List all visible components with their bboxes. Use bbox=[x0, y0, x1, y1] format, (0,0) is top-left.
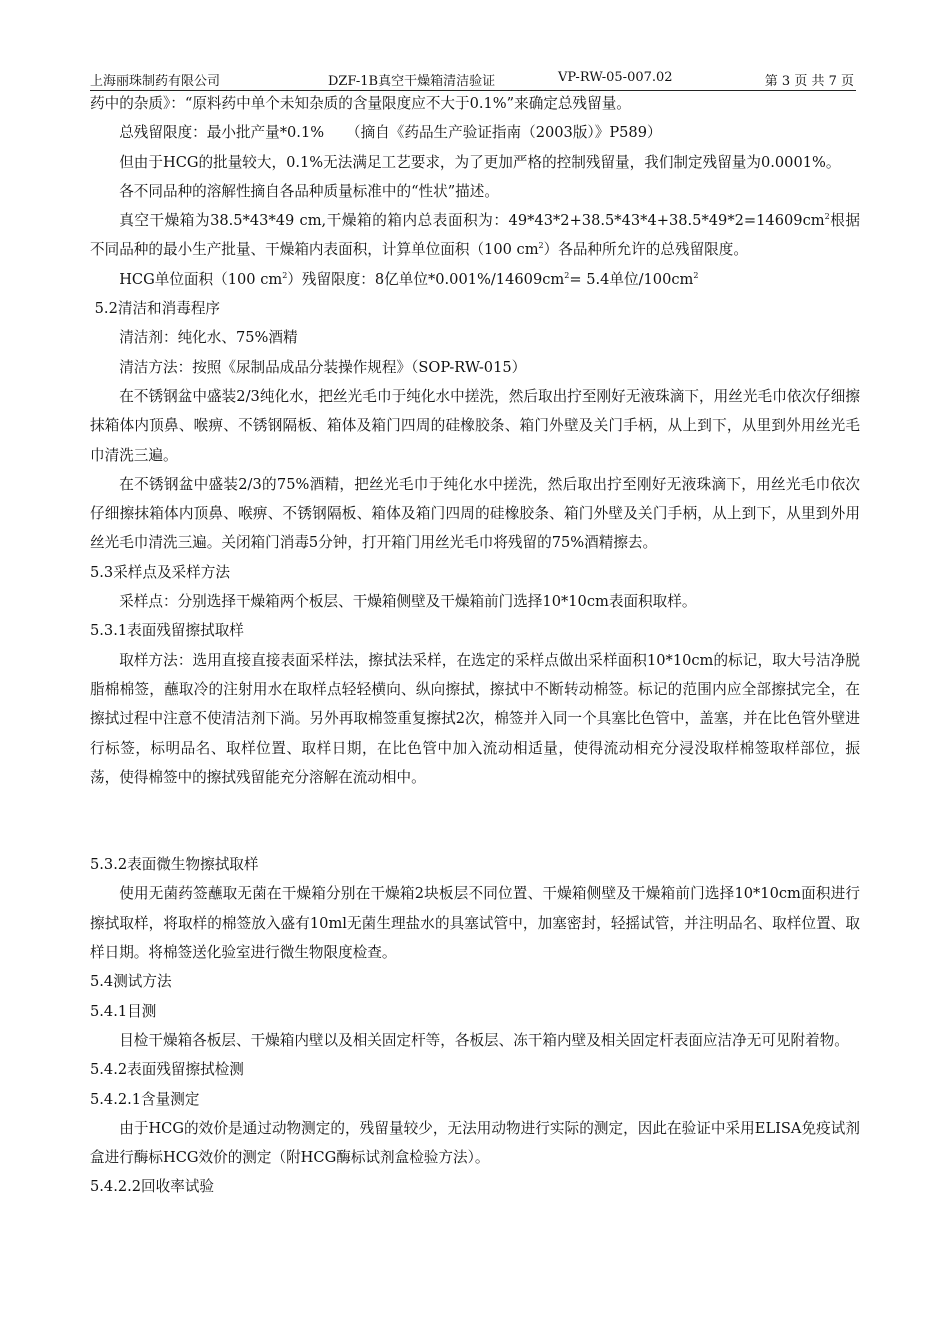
page-header bbox=[90, 68, 856, 91]
section-heading: 5.3.2表面微生物擦拭取样 bbox=[90, 856, 259, 874]
paragraph: 使用无菌药签蘸取无菌在干燥箱分别在干燥箱2块板层不同位置、干燥箱侧壁及干燥箱前门选择10*10cm面积进行擦拭取样，将取样的棉签放入盛有10ml无菌生理盐水的具塞试管中，加塞密封，轻摇试管，并注明品名、取样位置、取样日期。将棉签送化验室进行微生物限度检查。 bbox=[90, 885, 860, 962]
header-company: 上海丽珠制药有限公司 bbox=[90, 74, 221, 89]
text-run: ）残留限度：8亿单位*0.001%/14609cm bbox=[287, 270, 565, 288]
header-document-code: VP-RW-05-007.02 bbox=[558, 70, 673, 85]
superscript: 2 bbox=[538, 241, 544, 251]
text-run: 真空干燥箱为38.5*43*49 cm,干燥箱的箱内总表面积为：49*43*2+38.5*43*4+38.5*49*2=14609cm bbox=[119, 212, 825, 230]
section-heading: 5.3.1表面残留擦拭取样 bbox=[90, 622, 244, 640]
paragraph: 由于HCG的效价是通过动物测定的，残留量较少，无法用动物进行实际的测定，因此在验证中采用ELISA免疫试剂盒进行酶标HCG效价的测定（附HCG酶标试剂盒检验方法）。 bbox=[90, 1119, 860, 1167]
paragraph: 清洁方法：按照《尿制品成品分装操作规程》（SOP-RW-015） bbox=[119, 358, 527, 376]
paragraph: 但由于HCG的批量较大，0.1%无法满足工艺要求，为了更加严格的控制残留量，我们制定残留量为0.0001%。 bbox=[119, 153, 841, 171]
text-run: = 5.4单位/100cm bbox=[569, 270, 694, 288]
section-heading: 5.4.2.1含量测定 bbox=[90, 1090, 200, 1108]
superscript: 2 bbox=[693, 270, 699, 280]
paragraph: 各不同品种的溶解性摘自各品种质量标准中的“性状”描述。 bbox=[119, 182, 499, 200]
header-document-title: DZF-1B真空干燥箱清洁验证 bbox=[328, 74, 496, 89]
paragraph: 取样方法：选用直接直接表面采样法，擦拭法采样，在选定的采样点做出采样面积10*10cm的标记，取大号洁净脱脂棉棉签，蘸取冷的注射用水在取样点轻轻横向、纵向擦拭，擦拭中不断转动棉签。标记的范围内应全部擦拭完全，在擦拭过程中注意不使清洁剂下淌。另外再取棉签重复擦拭2次，棉签并入同一个具塞比色管中，盖塞，并在比色管外壁进行标签，标明品名、取样位置、取样日期，在比色管中加入流动相适量，使得流动相充分浸没取样棉签取样部位，振荡，使得棉签中的擦拭残留能充分溶解在流动相中。 bbox=[90, 651, 860, 786]
section-heading: 5.4.1目测 bbox=[90, 1002, 157, 1020]
blank-space bbox=[90, 792, 860, 850]
paragraph: 在不锈钢盆中盛装2/3纯化水，把丝光毛巾于纯化水中搓洗，然后取出拧至刚好无液珠滴下，用丝光毛巾依次仔细擦抹箱体内顶鼻、喉痹、不锈钢隔板、箱体及箱门四周的硅橡胶条、箱门外壁及关门手柄，从上到下，从里到外用丝光毛巾清洗三遍。 bbox=[90, 387, 860, 464]
paragraph: 药中的杂质》：“原料药中单个未知杂质的含量限度应不大于0.1%”来确定总残留量。 bbox=[90, 95, 631, 112]
paragraph: 目检干燥箱各板层、干燥箱内壁以及相关固定杆等，各板层、冻干箱内壁及相关固定杆表面应洁净无可见附着物。 bbox=[119, 1031, 849, 1049]
paragraph bbox=[90, 206, 860, 265]
section-heading: 5.2清洁和消毒程序 bbox=[90, 300, 221, 318]
paragraph: 清洁剂：纯化水、75%酒精 bbox=[119, 329, 298, 347]
section-heading: 5.4.2表面残留擦拭检测 bbox=[90, 1061, 244, 1079]
text-run: 根据不同品种的最小生产批量、干燥箱内表面积，计算单位面积（100 cm bbox=[90, 212, 860, 259]
section-heading: 5.4测试方法 bbox=[90, 973, 172, 991]
text-run: ）各品种所允许的总残留限度。 bbox=[543, 241, 748, 259]
superscript: 2 bbox=[564, 270, 570, 280]
paragraph bbox=[90, 265, 860, 294]
section-heading: 5.3采样点及采样方法 bbox=[90, 563, 230, 581]
superscript: 2 bbox=[824, 212, 830, 222]
paragraph: 在不锈钢盆中盛装2/3的75%酒精，把丝光毛巾于纯化水中搓洗，然后取出拧至刚好无液珠滴下，用丝光毛巾依次仔细擦抹箱体内顶鼻、喉痹、不锈钢隔板、箱体及箱门四周的硅橡胶条、箱门外壁及关门手柄，从上到下，从里到外用丝光毛巾清洗三遍。关闭箱门消毒5分钟，打开箱门用丝光毛巾将残留的75%酒精擦去。 bbox=[90, 475, 860, 552]
document-body bbox=[90, 89, 860, 1202]
paragraph: 采样点：分别选择干燥箱两个板层、干燥箱侧壁及干燥箱前门选择10*10cm表面积取样。 bbox=[119, 593, 697, 611]
superscript: 2 bbox=[282, 270, 288, 280]
text-run: HCG单位面积（100 cm bbox=[119, 270, 283, 288]
header-page-number: 第 3 页 共 7 页 bbox=[764, 74, 854, 89]
section-heading: 5.4.2.2回收率试验 bbox=[90, 1178, 215, 1196]
paragraph: 总残留限度：最小批产量*0.1% （摘自《药品生产验证指南（2003版）》P589） bbox=[119, 124, 662, 142]
